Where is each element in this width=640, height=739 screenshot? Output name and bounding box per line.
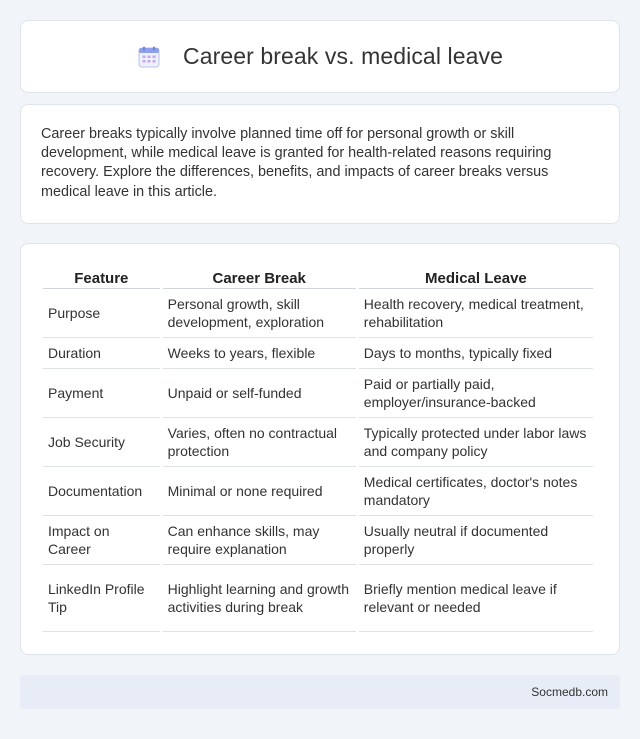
table-header-row [43, 264, 593, 289]
table-row [43, 516, 593, 565]
row-payment-feature: Payment [43, 369, 160, 418]
row-impact-medical-leave: Usually neutral if documented properly [359, 516, 593, 565]
row-job-security-career-break: Varies, often no contractual protection [163, 418, 356, 467]
row-purpose-feature: Purpose [43, 289, 160, 338]
table-row [43, 418, 593, 467]
table-row [43, 289, 593, 338]
row-purpose-career-break: Personal growth, skill development, exploration [163, 289, 356, 338]
header-feature: Feature [43, 264, 160, 289]
title-wrap [137, 43, 503, 70]
row-documentation-career-break: Minimal or none required [163, 467, 356, 516]
table-row [43, 369, 593, 418]
footer-site-name: Socmedb.com [531, 685, 608, 699]
comparison-table [40, 264, 596, 632]
footer [20, 675, 620, 709]
row-job-security-medical-leave: Typically protected under labor laws and company policy [359, 418, 593, 467]
row-linkedin-medical-leave: Briefly mention medical leave if relevant or needed [359, 565, 593, 632]
row-impact-career-break: Can enhance skills, may require explanation [163, 516, 356, 565]
row-documentation-medical-leave: Medical certificates, doctor's notes mandatory [359, 467, 593, 516]
page-title: Career break vs. medical leave [182, 43, 504, 69]
header-career-break: Career Break [163, 264, 356, 289]
row-linkedin-career-break: Highlight learning and growth activities during break [163, 565, 356, 632]
table-row [43, 467, 593, 516]
calendar-icon [137, 45, 161, 69]
table-row [43, 338, 593, 369]
intro-text: Career breaks typically involve planned time off for personal growth or skill development, while medical leave is granted for health-related reasons requiring recovery. Explore the differences, benefits, and impacts of career breaks versus medical leave in this article. [41, 126, 552, 200]
row-linkedin-feature: LinkedIn Profile Tip [43, 565, 160, 632]
row-payment-career-break: Unpaid or self-funded [163, 369, 356, 418]
row-job-security-feature: Job Security [43, 418, 160, 467]
row-purpose-medical-leave: Health recovery, medical treatment, rehabilitation [359, 289, 593, 338]
row-duration-feature: Duration [43, 338, 160, 369]
table-row [43, 565, 593, 632]
row-impact-feature: Impact on Career [43, 516, 160, 565]
row-documentation-feature: Documentation [43, 467, 160, 516]
header-medical-leave: Medical Leave [359, 264, 593, 289]
row-duration-career-break: Weeks to years, flexible [163, 338, 356, 369]
row-duration-medical-leave: Days to months, typically fixed [359, 338, 593, 369]
table-card [20, 243, 620, 655]
header-card [20, 20, 620, 93]
row-payment-medical-leave: Paid or partially paid, employer/insurance-backed [359, 369, 593, 418]
intro-card [20, 104, 620, 224]
